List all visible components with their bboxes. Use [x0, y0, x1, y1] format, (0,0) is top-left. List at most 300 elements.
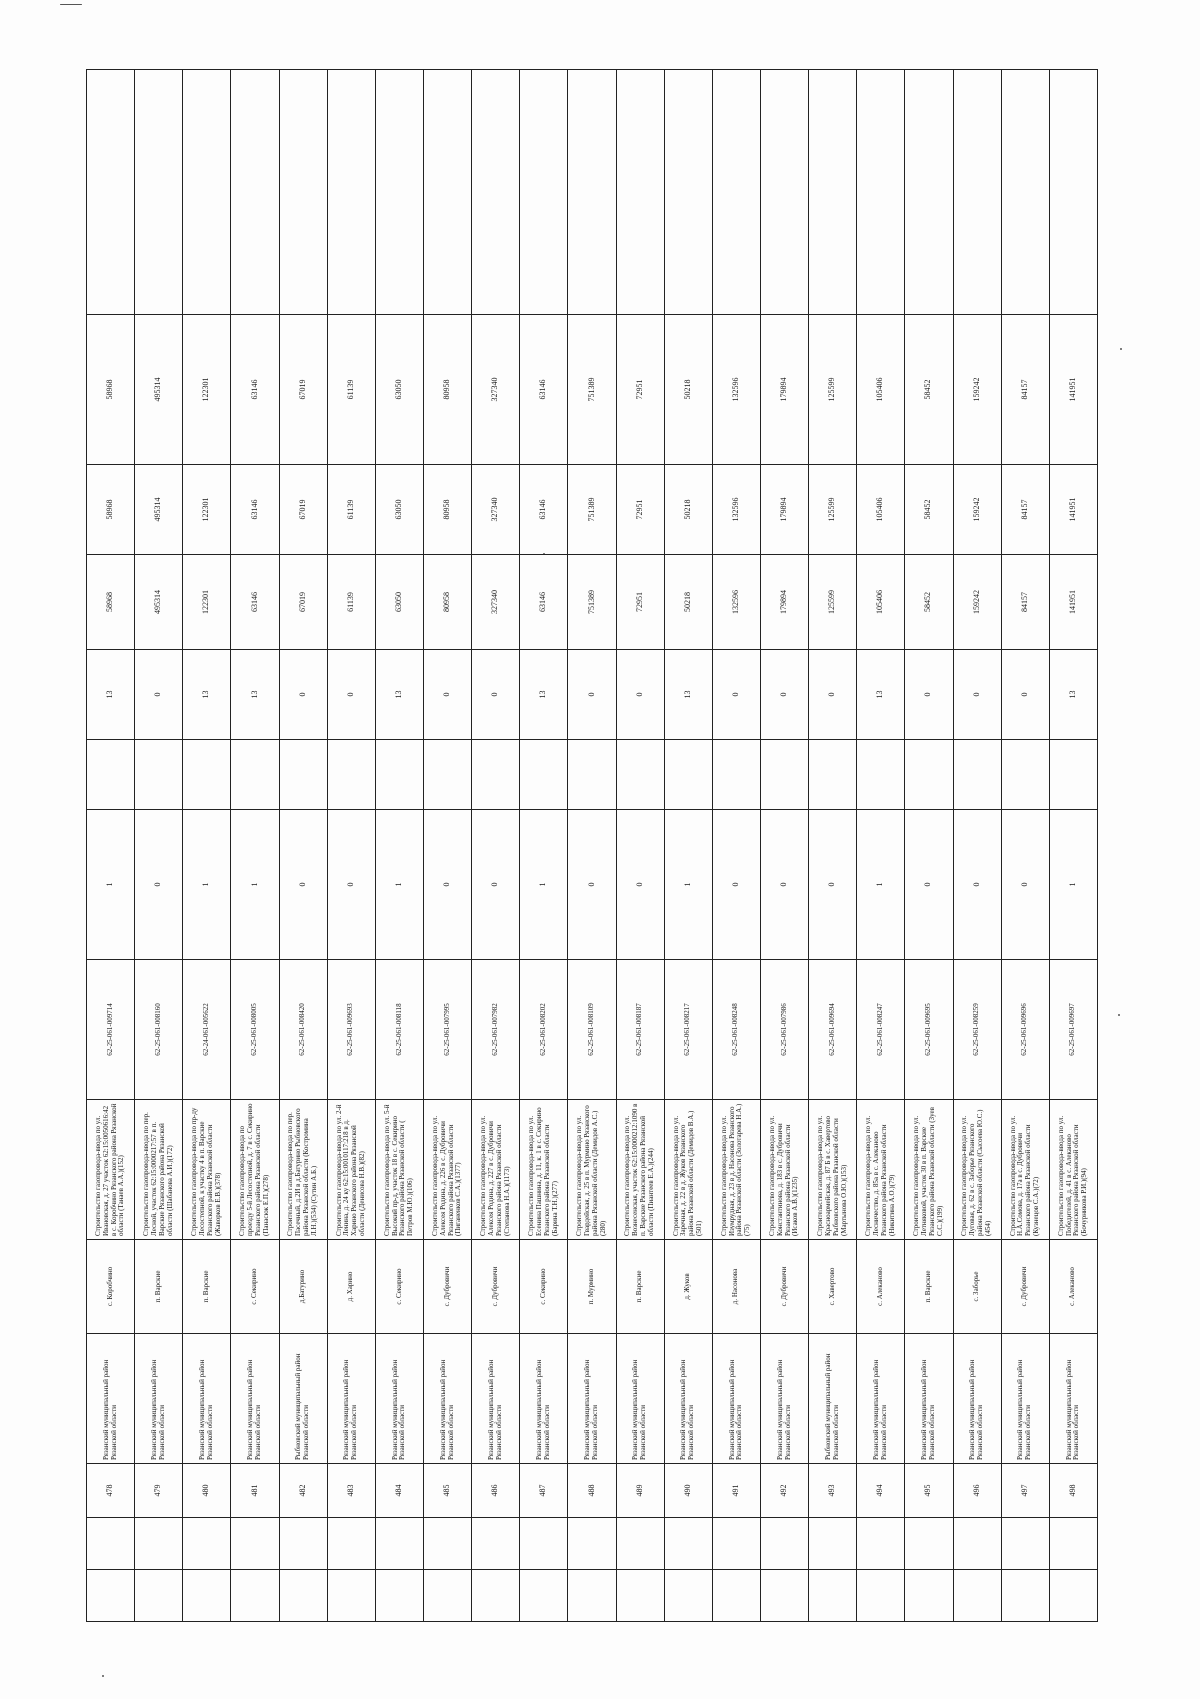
value-cell-3: 50218 — [664, 555, 712, 650]
value-cell-2: 0 — [423, 650, 471, 740]
value-cell-2: 0 — [1001, 650, 1049, 740]
scan-speck — [1120, 348, 1122, 350]
value-cell-1: 0 — [327, 810, 375, 960]
value-cell-5: 67019 — [279, 315, 327, 465]
description-cell: Строительство газопровода-ввода по ул. Алексея Родина, д. 227 в с. Дубровичи Рязанского района Рязанской области (Степанова Н.А.)(1173) — [472, 1100, 520, 1240]
object-code-cell: 62-25-061-007982 — [472, 960, 520, 1100]
row-number: 491 — [712, 1464, 760, 1518]
blank-cell — [279, 1518, 327, 1570]
blank-cell — [760, 1518, 808, 1570]
object-code-cell: 62-25-061-008217 — [664, 960, 712, 1100]
table-row — [279, 70, 327, 1622]
blank-cell — [1049, 1518, 1097, 1570]
blank-cell — [87, 740, 135, 810]
locality-cell: п. Варские — [905, 1240, 953, 1334]
blank-cell — [905, 740, 953, 810]
object-code-cell: 62-25-061-008420 — [279, 960, 327, 1100]
blank-cell — [568, 740, 616, 810]
row-number: 489 — [616, 1464, 664, 1518]
blank-cell — [327, 740, 375, 810]
blank-cell — [472, 70, 520, 315]
value-cell-2: 13 — [231, 650, 279, 740]
value-cell-4: 125599 — [809, 465, 857, 555]
blank-cell — [712, 1570, 760, 1622]
blank-cell — [520, 1570, 568, 1622]
value-cell-1: 0 — [905, 810, 953, 960]
blank-cell — [375, 70, 423, 315]
blank-cell — [231, 70, 279, 315]
blank-cell — [1001, 70, 1049, 315]
blank-cell — [568, 1518, 616, 1570]
table-row — [905, 70, 953, 1622]
district-cell: Рязанский муниципальный район Рязанской области — [953, 1334, 1001, 1464]
value-cell-3: 141951 — [1049, 555, 1097, 650]
data-table — [86, 69, 1098, 1622]
locality-cell: с. Секирино — [231, 1240, 279, 1334]
value-cell-5: 179894 — [760, 315, 808, 465]
object-code-cell: 62-25-061-008259 — [953, 960, 1001, 1100]
district-cell: Рязанский муниципальный район Рязанской области — [664, 1334, 712, 1464]
blank-cell — [1049, 70, 1097, 315]
value-cell-2: 13 — [857, 650, 905, 740]
blank-cell — [760, 70, 808, 315]
value-cell-1: 0 — [568, 810, 616, 960]
object-code-cell: 62-25-061-009693 — [327, 960, 375, 1100]
blank-cell — [135, 1570, 183, 1622]
table-row — [472, 70, 520, 1622]
value-cell-5: 50218 — [664, 315, 712, 465]
blank-cell — [664, 740, 712, 810]
value-cell-4: 141951 — [1049, 465, 1097, 555]
locality-cell: с. Алеканово — [1049, 1240, 1097, 1334]
value-cell-2: 0 — [616, 650, 664, 740]
value-cell-1: 1 — [375, 810, 423, 960]
district-cell: Рязанский муниципальный район Рязанской области — [905, 1334, 953, 1464]
table-row — [87, 70, 135, 1622]
value-cell-3: 63146 — [231, 555, 279, 650]
value-cell-5: 751389 — [568, 315, 616, 465]
value-cell-3: 80958 — [423, 555, 471, 650]
row-number: 488 — [568, 1464, 616, 1518]
district-cell: Рязанский муниципальный район Рязанской области — [183, 1334, 231, 1464]
table-row — [664, 70, 712, 1622]
value-cell-1: 1 — [857, 810, 905, 960]
value-cell-5: 80958 — [423, 315, 471, 465]
district-cell: Рязанский муниципальный район Рязанской области — [568, 1334, 616, 1464]
scan-mark — [60, 4, 82, 5]
value-cell-1: 1 — [520, 810, 568, 960]
row-number: 481 — [231, 1464, 279, 1518]
blank-cell — [135, 740, 183, 810]
value-cell-4: 67019 — [279, 465, 327, 555]
description-cell: Строительство газопровода-ввода по ул. Константинова, д. 183 в с. Дубровичи Рязанского района Рязанской области (Исаков А.В.)(1235) — [760, 1100, 808, 1240]
value-cell-3: 61139 — [327, 555, 375, 650]
row-number: 480 — [183, 1464, 231, 1518]
row-number: 478 — [87, 1464, 135, 1518]
row-number: 495 — [905, 1464, 953, 1518]
object-code-cell: 62-25-061-008005 — [231, 960, 279, 1100]
value-cell-3: 122301 — [183, 555, 231, 650]
blank-cell — [809, 1570, 857, 1622]
value-cell-3: 751389 — [568, 555, 616, 650]
blank-cell — [279, 70, 327, 315]
blank-cell — [231, 740, 279, 810]
description-cell: Строительство газопровода-ввода по ул. Победителей, д. 41 в с. Алеканово Рязанского района Рязанской области (Бочурникова Р.И.)(94) — [1049, 1100, 1097, 1240]
blank-cell — [857, 1570, 905, 1622]
blank-cell — [279, 1570, 327, 1622]
blank-cell — [664, 1518, 712, 1570]
blank-cell — [568, 70, 616, 315]
locality-cell: с. Коробчино — [87, 1240, 135, 1334]
blank-cell — [327, 1518, 375, 1570]
blank-cell — [87, 1570, 135, 1622]
locality-cell: п. Мурмино — [568, 1240, 616, 1334]
blank-cell — [1001, 1518, 1049, 1570]
value-cell-1: 0 — [616, 810, 664, 960]
description-cell: Строительство газопровода-ввода по ул. Луговая, д. 62 в с. Заборье Рязанского района Рязанской области (Сысоева Ю.С.)(454) — [953, 1100, 1001, 1240]
description-cell: Строительство газопровода-ввода по ул. Алексея Родина, д. 226 в с. Дубровичи Рязанского района Рязанской области (Пиганенков С.А.)(1377) — [423, 1100, 471, 1240]
value-cell-3: 72951 — [616, 555, 664, 650]
value-cell-4: 84157 — [1001, 465, 1049, 555]
scan-speck — [102, 1675, 104, 1677]
blank-cell — [135, 70, 183, 315]
value-cell-1: 1 — [231, 810, 279, 960]
value-cell-4: 63050 — [375, 465, 423, 555]
value-cell-5: 159242 — [953, 315, 1001, 465]
blank-cell — [472, 1518, 520, 1570]
blank-cell — [520, 1518, 568, 1570]
locality-cell: п. Варские — [135, 1240, 183, 1334]
row-number: 493 — [809, 1464, 857, 1518]
value-cell-1: 1 — [87, 810, 135, 960]
table-row — [568, 70, 616, 1622]
district-cell: Рязанский муниципальный район Рязанской области — [857, 1334, 905, 1464]
value-cell-4: 179894 — [760, 465, 808, 555]
row-number: 479 — [135, 1464, 183, 1518]
value-cell-5: 84157 — [1001, 315, 1049, 465]
row-number: 497 — [1001, 1464, 1049, 1518]
value-cell-4: 105406 — [857, 465, 905, 555]
value-cell-3: 67019 — [279, 555, 327, 650]
description-cell: Строительство газопровода-ввода по ул. Вознесенская, участок 62:15:0000212:1090 в п. Варские Рязанского района Рязанской области (Пиантеев Е.А.)(244) — [616, 1100, 664, 1240]
value-cell-3: 125599 — [809, 555, 857, 650]
description-cell: Строительство газопровода-ввода по ул. Заречная, д. 22 в д. Жуков Рязанского района Рязанской области (Демидов В.А.)(501) — [664, 1100, 712, 1240]
value-cell-5: 495314 — [135, 315, 183, 465]
value-cell-3: 63050 — [375, 555, 423, 650]
object-code-cell: 62-25-061-009697 — [1049, 960, 1097, 1100]
district-cell: Рязанский муниципальный район Рязанской области — [520, 1334, 568, 1464]
blank-cell — [905, 1518, 953, 1570]
description-cell: Строительство газопровода-ввода по ул. Гвардейская, д. 25 в п. Мурмино Рязанского района Рязанской области (Демидов А.С.)(280) — [568, 1100, 616, 1240]
description-cell: Строительство газопровода-ввода по ул. 5-й Высокий пр-д, участок 18 в с. Секирино Рязанского района Рязанской области ( Петров М.Ю.)(106) — [375, 1100, 423, 1240]
district-cell: Рязанский муниципальный район Рязанской области — [327, 1334, 375, 1464]
value-cell-4: 751389 — [568, 465, 616, 555]
blank-cell — [87, 1518, 135, 1570]
object-code-cell: 62-24-061-005622 — [183, 960, 231, 1100]
blank-cell — [183, 1518, 231, 1570]
row-number: 482 — [279, 1464, 327, 1518]
locality-cell: с. Секирино — [375, 1240, 423, 1334]
value-cell-1: 0 — [953, 810, 1001, 960]
value-cell-3: 105406 — [857, 555, 905, 650]
value-cell-5: 132596 — [712, 315, 760, 465]
value-cell-2: 0 — [712, 650, 760, 740]
locality-cell: д. Жуков — [664, 1240, 712, 1334]
table-row — [712, 70, 760, 1622]
object-code-cell: 62-25-061-009694 — [809, 960, 857, 1100]
description-cell: Строительство газопровода-ввода по пр-ду Лесостепной, к участку 4 в п. Варские Рязанского района Рязанской области (Жаворков Е.В.)(378) — [183, 1100, 231, 1240]
blank-cell — [1001, 1570, 1049, 1622]
blank-cell — [568, 1570, 616, 1622]
locality-cell: с. Дубровичи — [1001, 1240, 1049, 1334]
locality-cell: с. Дубровичи — [423, 1240, 471, 1334]
blank-cell — [1001, 740, 1049, 810]
locality-cell: с. Дубровичи — [472, 1240, 520, 1334]
blank-cell — [905, 1570, 953, 1622]
blank-cell — [231, 1570, 279, 1622]
blank-cell — [664, 70, 712, 315]
table-row — [953, 70, 1001, 1622]
district-cell: Рязанский муниципальный район Рязанской области — [87, 1334, 135, 1464]
description-cell: Строительство газопровода-ввода по ул. Изумрудная, д. 23 в д. Насонова Рязанского района Рязанской области (Золотарева Н.А.)(75) — [712, 1100, 760, 1240]
value-cell-1: 0 — [423, 810, 471, 960]
value-cell-2: 0 — [905, 650, 953, 740]
value-cell-4: 50218 — [664, 465, 712, 555]
value-cell-1: 0 — [1001, 810, 1049, 960]
value-cell-1: 0 — [712, 810, 760, 960]
description-cell: Строительство газопровода-ввода по ул. Ивановская, д. 27 участок 62:15:0050616:42 в с. Коробчино Рязанского района Рязанской области (Танаев А.А.)(152) — [87, 1100, 135, 1240]
blank-cell — [857, 740, 905, 810]
district-cell: Рязанский муниципальный район Рязанской области — [1049, 1334, 1097, 1464]
value-cell-4: 61139 — [327, 465, 375, 555]
blank-cell — [953, 740, 1001, 810]
blank-cell — [520, 740, 568, 810]
district-cell: Рыбновский муниципальный район Рязанской области — [279, 1334, 327, 1464]
district-cell: Рязанский муниципальный район Рязанской области — [375, 1334, 423, 1464]
row-number: 494 — [857, 1464, 905, 1518]
row-number: 496 — [953, 1464, 1001, 1518]
object-code-cell: 62-25-061-008247 — [857, 960, 905, 1100]
row-number: 483 — [327, 1464, 375, 1518]
table-row — [135, 70, 183, 1622]
object-code-cell: 62-25-061-007995 — [423, 960, 471, 1100]
value-cell-4: 122301 — [183, 465, 231, 555]
value-cell-4: 495314 — [135, 465, 183, 555]
value-cell-5: 122301 — [183, 315, 231, 465]
blank-cell — [809, 70, 857, 315]
blank-cell — [375, 1570, 423, 1622]
value-cell-4: 58968 — [87, 465, 135, 555]
blank-cell — [953, 70, 1001, 315]
value-cell-1: 1 — [183, 810, 231, 960]
object-code-cell: 62-25-061-008109 — [568, 960, 616, 1100]
blank-cell — [712, 740, 760, 810]
blank-cell — [712, 1518, 760, 1570]
object-code-cell: 62-25-061-008187 — [616, 960, 664, 1100]
locality-cell: с. Алеканово — [857, 1240, 905, 1334]
locality-cell: с. Секирино — [520, 1240, 568, 1334]
value-cell-2: 0 — [327, 650, 375, 740]
object-code-cell: 62-25-061-009714 — [87, 960, 135, 1100]
value-cell-4: 58452 — [905, 465, 953, 555]
blank-cell — [809, 740, 857, 810]
value-cell-3: 179894 — [760, 555, 808, 650]
value-cell-4: 80958 — [423, 465, 471, 555]
blank-cell — [1049, 740, 1097, 810]
blank-cell — [279, 740, 327, 810]
value-cell-2: 0 — [760, 650, 808, 740]
row-number: 486 — [472, 1464, 520, 1518]
value-cell-2: 13 — [1049, 650, 1097, 740]
blank-cell — [760, 1570, 808, 1622]
district-cell: Рязанский муниципальный район Рязанской области — [712, 1334, 760, 1464]
row-number: 490 — [664, 1464, 712, 1518]
description-cell: Строительство газопровода-ввода по пер. Пасечный, д.2И в д.Батурино Рыбновского района Рязанской области (Костромина Л.Н.)(534) (Сутин А.Б.) — [279, 1100, 327, 1240]
value-cell-1: 1 — [1049, 810, 1097, 960]
value-cell-2: 0 — [568, 650, 616, 740]
district-cell: Рыбновский муниципальный район Рязанской области — [809, 1334, 857, 1464]
blank-cell — [375, 740, 423, 810]
value-cell-2: 0 — [953, 650, 1001, 740]
object-code-cell: 62-25-061-008202 — [520, 960, 568, 1100]
table-row — [616, 70, 664, 1622]
value-cell-2: 13 — [520, 650, 568, 740]
value-cell-3: 159242 — [953, 555, 1001, 650]
value-cell-3: 495314 — [135, 555, 183, 650]
district-cell: Рязанский муниципальный район Рязанской области — [1001, 1334, 1049, 1464]
blank-cell — [616, 70, 664, 315]
blank-cell — [423, 1518, 471, 1570]
value-cell-5: 63146 — [231, 315, 279, 465]
blank-cell — [953, 1518, 1001, 1570]
blank-cell — [857, 70, 905, 315]
row-number: 487 — [520, 1464, 568, 1518]
value-cell-1: 0 — [472, 810, 520, 960]
description-cell: Строительство газопровода-ввода по ул. 2-й Ленина, д. 24 ку 62:15:0010117:218 в д. Харино Рязанского района Рязанской области (Денисова Н.В.)(82) — [327, 1100, 375, 1240]
row-number: 485 — [423, 1464, 471, 1518]
locality-cell: д. Насонова — [712, 1240, 760, 1334]
district-cell: Рязанский муниципальный район Рязанской области — [135, 1334, 183, 1464]
blank-cell — [664, 1570, 712, 1622]
locality-cell: д. Харино — [327, 1240, 375, 1334]
blank-cell — [135, 1518, 183, 1570]
blank-cell — [616, 1570, 664, 1622]
value-cell-2: 0 — [279, 650, 327, 740]
value-cell-2: 13 — [664, 650, 712, 740]
scan-speck — [1118, 1014, 1120, 1016]
district-cell: Рязанский муниципальный район Рязанской области — [231, 1334, 279, 1464]
value-cell-5: 141951 — [1049, 315, 1097, 465]
value-cell-2: 0 — [135, 650, 183, 740]
object-code-cell: 62-25-061-009696 — [1001, 960, 1049, 1100]
value-cell-2: 0 — [472, 650, 520, 740]
blank-cell — [183, 1570, 231, 1622]
blank-cell — [375, 1518, 423, 1570]
description-cell: Строительство газопровода-ввода по ул. Н.А.Сомова, д. 17а в с. Дубровичи Рязанского района Рязанской области (Кузнецов С.А.)(72) — [1001, 1100, 1049, 1240]
table-row — [327, 70, 375, 1622]
blank-cell — [183, 70, 231, 315]
value-cell-2: 0 — [809, 650, 857, 740]
locality-cell: с. Заборье — [953, 1240, 1001, 1334]
row-number: 484 — [375, 1464, 423, 1518]
object-code-cell: 62-25-061-008160 — [135, 960, 183, 1100]
description-cell: Строительство газопровода-ввода по пер. Лесной, участок 62:15:0000217:57 в п. Варские Рязанского района Рязанской области (Шабанова А.И.)(172) — [135, 1100, 183, 1240]
value-cell-1: 0 — [809, 810, 857, 960]
blank-cell — [712, 70, 760, 315]
object-code-cell: 62-25-061-007986 — [760, 960, 808, 1100]
district-cell: Рязанский муниципальный район Рязанской области — [423, 1334, 471, 1464]
locality-cell: с. Хавертово — [809, 1240, 857, 1334]
value-cell-2: 13 — [375, 650, 423, 740]
table-row — [375, 70, 423, 1622]
value-cell-4: 63146 — [231, 465, 279, 555]
blank-cell — [231, 1518, 279, 1570]
value-cell-3: 63146 — [520, 555, 568, 650]
blank-cell — [520, 70, 568, 315]
table-row — [423, 70, 471, 1622]
value-cell-3: 58968 — [87, 555, 135, 650]
blank-cell — [423, 740, 471, 810]
value-cell-5: 61139 — [327, 315, 375, 465]
table-row — [183, 70, 231, 1622]
value-cell-2: 13 — [183, 650, 231, 740]
object-code-cell: 62-25-061-008118 — [375, 960, 423, 1100]
description-cell: Строительство газопровода-ввода по проезду 5-й Лесостепной, д. 7 в с. Секирино Рязанского района Рязанской области (Панасюк Е.П.)(278) — [231, 1100, 279, 1240]
value-cell-5: 58968 — [87, 315, 135, 465]
table-row — [857, 70, 905, 1622]
value-cell-2: 13 — [87, 650, 135, 740]
locality-cell: д.Батурино — [279, 1240, 327, 1334]
description-cell: Строительство газопровода-ввода по ул. Летняковой, участок 30 в п. Варские Рязанского района Рязанской области (Зуев С.С.)(199) — [905, 1100, 953, 1240]
value-cell-3: 84157 — [1001, 555, 1049, 650]
rotated-table-container — [86, 70, 1098, 1622]
value-cell-1: 0 — [279, 810, 327, 960]
value-cell-3: 58452 — [905, 555, 953, 650]
value-cell-4: 327340 — [472, 465, 520, 555]
object-code-cell: 62-25-061-009695 — [905, 960, 953, 1100]
district-cell: Рязанский муниципальный район Рязанской области — [760, 1334, 808, 1464]
blank-cell — [327, 1570, 375, 1622]
value-cell-1: 0 — [760, 810, 808, 960]
blank-cell — [1049, 1570, 1097, 1622]
table-row — [809, 70, 857, 1622]
row-number: 498 — [1049, 1464, 1097, 1518]
district-cell: Рязанский муниципальный район Рязанской области — [472, 1334, 520, 1464]
description-cell: Строительство газопровода-ввода по ул. Есенина Пашнина, д. 11, к. 1 в с. Секирино Рязанского района Рязанской области (Барина Т.Н.)(277) — [520, 1100, 568, 1240]
value-cell-5: 125599 — [809, 315, 857, 465]
table-row — [231, 70, 279, 1622]
value-cell-1: 0 — [135, 810, 183, 960]
table-row — [520, 70, 568, 1622]
blank-cell — [472, 740, 520, 810]
blank-cell — [905, 70, 953, 315]
table-row — [1001, 70, 1049, 1622]
blank-cell — [472, 1570, 520, 1622]
value-cell-3: 132596 — [712, 555, 760, 650]
object-code-cell: 62-25-061-008248 — [712, 960, 760, 1100]
blank-cell — [857, 1518, 905, 1570]
blank-cell — [423, 70, 471, 315]
row-number: 492 — [760, 1464, 808, 1518]
blank-cell — [87, 70, 135, 315]
value-cell-4: 132596 — [712, 465, 760, 555]
value-cell-5: 327340 — [472, 315, 520, 465]
locality-cell: п. Варские — [616, 1240, 664, 1334]
value-cell-5: 63146 — [520, 315, 568, 465]
description-cell: Строительство газопровода-ввода по ул. Красноармейская, д. 87 Б в с. Хавертово Рыбновского района Рязанской области (Мартынова О.Ю.)(153) — [809, 1100, 857, 1240]
value-cell-5: 105406 — [857, 315, 905, 465]
value-cell-4: 159242 — [953, 465, 1001, 555]
